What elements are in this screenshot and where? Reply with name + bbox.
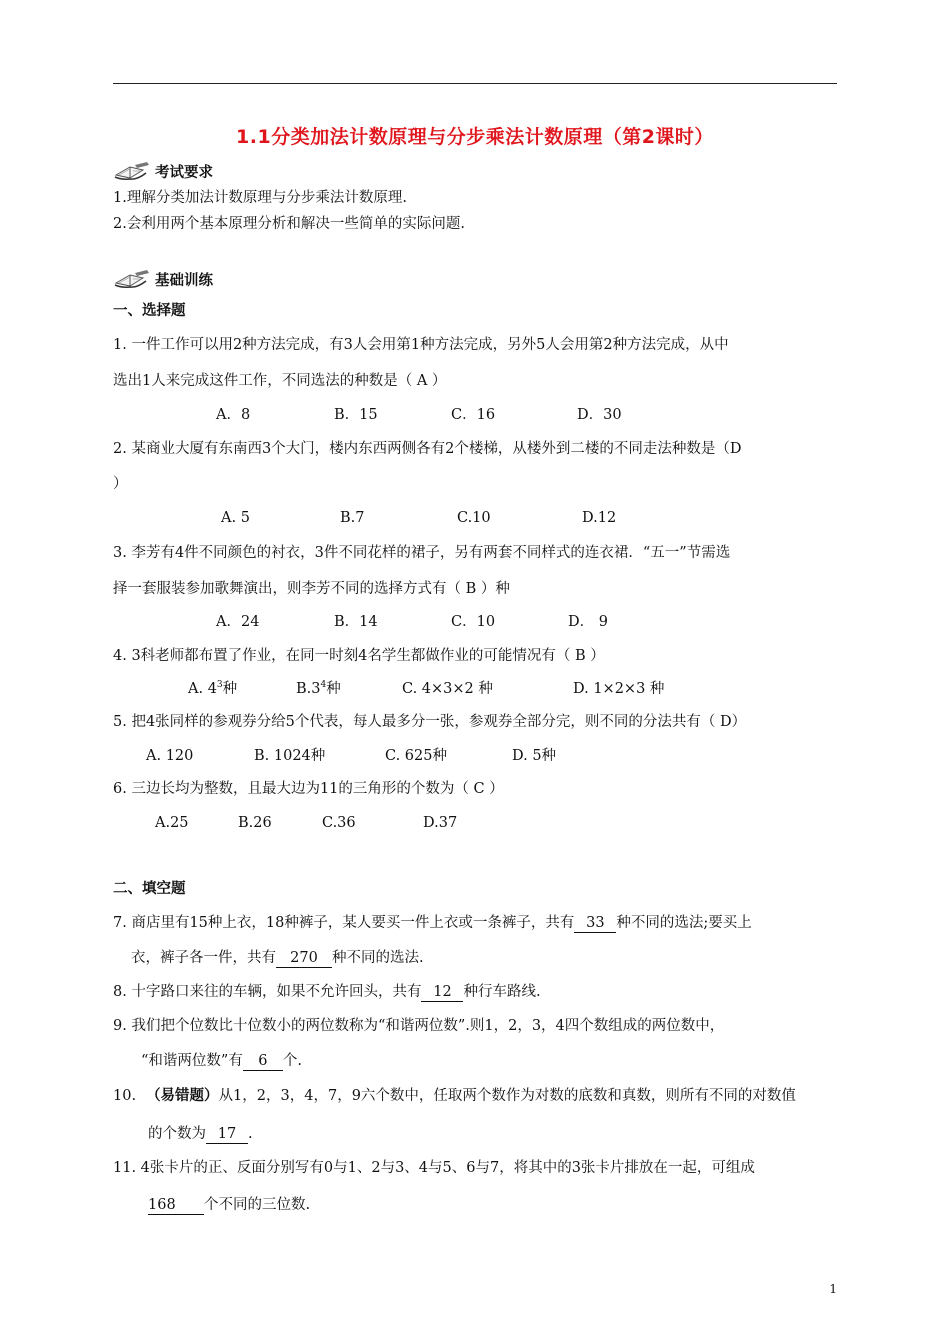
- question-3-line-2: 择一套服装参加歌舞演出，则李芳不同的选择方式有（ B ）种: [113, 581, 510, 597]
- question-8-line-1: [113, 982, 541, 1002]
- question-3-line-1: 3. 李芳有4件不同颜色的衬衣，3件不同花样的裙子，另有两套不同样式的连衣裙．“五一”节需选: [113, 545, 731, 561]
- open-book-icon: [113, 268, 151, 290]
- question-1-line-1: 1. 一件工作可以用2种方法完成，有3人会用第1种方法完成，另外5人会用第2种方法完成，从中: [113, 337, 729, 353]
- question-7-text-c: 衣，裤子各一件，共有: [131, 950, 276, 966]
- question-9-answer: 6: [243, 1053, 283, 1071]
- question-7-line-2: [131, 948, 424, 968]
- question-10-text: 从1，2，3，4，7，9六个数中，任取两个数作为对数的底数和真数，则所有不同的对数值: [218, 1088, 796, 1104]
- question-3-option-d: D． 9: [568, 614, 608, 630]
- question-2-option-d: D.12: [582, 510, 617, 526]
- question-10-tag: （易错题）: [146, 1088, 219, 1104]
- question-8-text-a: 8. 十字路口来往的车辆，如果不允许回头，共有: [113, 984, 422, 1000]
- question-3-option-b: B．14: [334, 614, 378, 630]
- open-book-icon: [113, 160, 151, 182]
- question-2-line-1: 2. 某商业大厦有东南西3个大门，楼内东西两侧各有2个楼梯，从楼外到二楼的不同走法种数是（D: [113, 441, 742, 457]
- question-7-line-1: [113, 913, 752, 933]
- question-4-option-a: [188, 679, 237, 699]
- part1-heading: 一、选择题: [113, 303, 186, 319]
- header-rule: [113, 83, 837, 84]
- question-10-line-2: [148, 1124, 253, 1144]
- question-2-option-a: A. 5: [221, 510, 250, 526]
- question-10-line-1: [113, 1086, 796, 1106]
- question-2-line-2: ）: [113, 476, 128, 492]
- question-3-option-a: A．24: [216, 614, 260, 630]
- question-5-line-1: 5. 把4张同样的参观券分给5个代表，每人最多分一张，参观券全部分完，则不同的分法共有（ D）: [113, 714, 747, 730]
- question-6-option-d: D.37: [423, 815, 458, 831]
- section-training-heading: 基础训练: [155, 272, 213, 289]
- question-11-answer: 168: [148, 1197, 204, 1215]
- question-6-line-1: 6. 三边长均为整数，且最大边为11的三角形的个数为（ C ）: [113, 781, 504, 797]
- question-6-option-b: B.26: [238, 815, 272, 831]
- question-4-option-a-tail: 种: [222, 681, 238, 697]
- question-5-option-b: B. 1024种: [254, 748, 326, 764]
- question-1-line-2: 选出1人来完成这件工作，不同选法的种数是（ A ）: [113, 373, 447, 389]
- page-number: 1: [829, 1282, 837, 1296]
- question-2-option-b: B.7: [340, 510, 365, 526]
- section-requirements: [113, 160, 213, 182]
- question-9-text-a: “和谐两位数”有: [141, 1053, 243, 1069]
- question-4-option-c: C. 4×3×2 种: [402, 681, 493, 697]
- part2-heading: 二、填空题: [113, 881, 186, 897]
- question-7-answer-2: 270: [276, 950, 332, 968]
- question-6-option-a: A.25: [155, 815, 189, 831]
- question-4-option-b-tail: 种: [326, 681, 341, 697]
- question-3-option-c: C．10: [451, 614, 496, 630]
- question-4-option-d: D. 1×2×3 种: [573, 681, 665, 697]
- question-9-line-2: [141, 1051, 302, 1071]
- question-10-answer: 17: [206, 1126, 248, 1144]
- question-11-line-2: [148, 1195, 310, 1215]
- question-10-number: 10.: [113, 1088, 137, 1104]
- question-4-option-b: [296, 679, 341, 699]
- question-4-option-a-exponent: 3: [216, 680, 223, 690]
- question-7-answer-1: 33: [574, 915, 616, 933]
- question-7-text-a: 7. 商店里有15种上衣，18种裤子，某人要买一件上衣或一条裤子，共有: [113, 915, 575, 931]
- question-5-option-d: D. 5种: [512, 748, 557, 764]
- question-10-text-b: .: [248, 1126, 253, 1142]
- document-title: 1.1分类加法计数原理与分步乘法计数原理（第2课时）: [236, 126, 714, 148]
- question-4-option-a-base: A. 4: [188, 681, 217, 697]
- section-requirements-heading: 考试要求: [155, 164, 213, 181]
- question-5-option-c: C. 625种: [385, 748, 447, 764]
- question-4-option-b-exponent: 4: [320, 680, 327, 690]
- question-9-text-b: 个.: [282, 1053, 302, 1069]
- question-1-option-b: B．15: [334, 407, 378, 423]
- question-10-text-a: 的个数为: [148, 1126, 206, 1142]
- question-6-option-c: C.36: [322, 815, 356, 831]
- question-1-option-c: C．16: [451, 407, 496, 423]
- question-11-line-1: 11. 4张卡片的正、反面分别写有0与1、2与3、4与5、6与7，将其中的3张卡片排放在一起，可组成: [113, 1160, 755, 1176]
- question-4-option-b-base: B.3: [296, 681, 321, 697]
- question-5-option-a: A. 120: [146, 748, 194, 764]
- requirement-item-2: 2.会利用两个基本原理分析和解决一些简单的实际问题.: [113, 216, 465, 232]
- question-9-line-1: 9. 我们把个位数比十位数小的两位数称为“和谐两位数”.则1，2，3，4四个数组成的两位数中，: [113, 1018, 725, 1034]
- question-8-text-b: 种行车路线.: [463, 984, 541, 1000]
- requirement-item-1: 1.理解分类加法计数原理与分步乘法计数原理.: [113, 190, 407, 206]
- question-1-option-d: D．30: [577, 407, 622, 423]
- section-training: [113, 268, 213, 290]
- question-4-line-1: 4. 3科老师都布置了作业，在同一时刻4名学生都做作业的可能情况有（ B ）: [113, 648, 605, 664]
- question-7-text-b: 种不同的选法;要买上: [616, 915, 752, 931]
- question-8-answer: 12: [421, 984, 463, 1002]
- question-7-text-d: 种不同的选法.: [332, 950, 424, 966]
- question-1-option-a: A．8: [216, 407, 251, 423]
- question-2-option-c: C.10: [457, 510, 491, 526]
- question-11-text: 个不同的三位数.: [204, 1197, 311, 1213]
